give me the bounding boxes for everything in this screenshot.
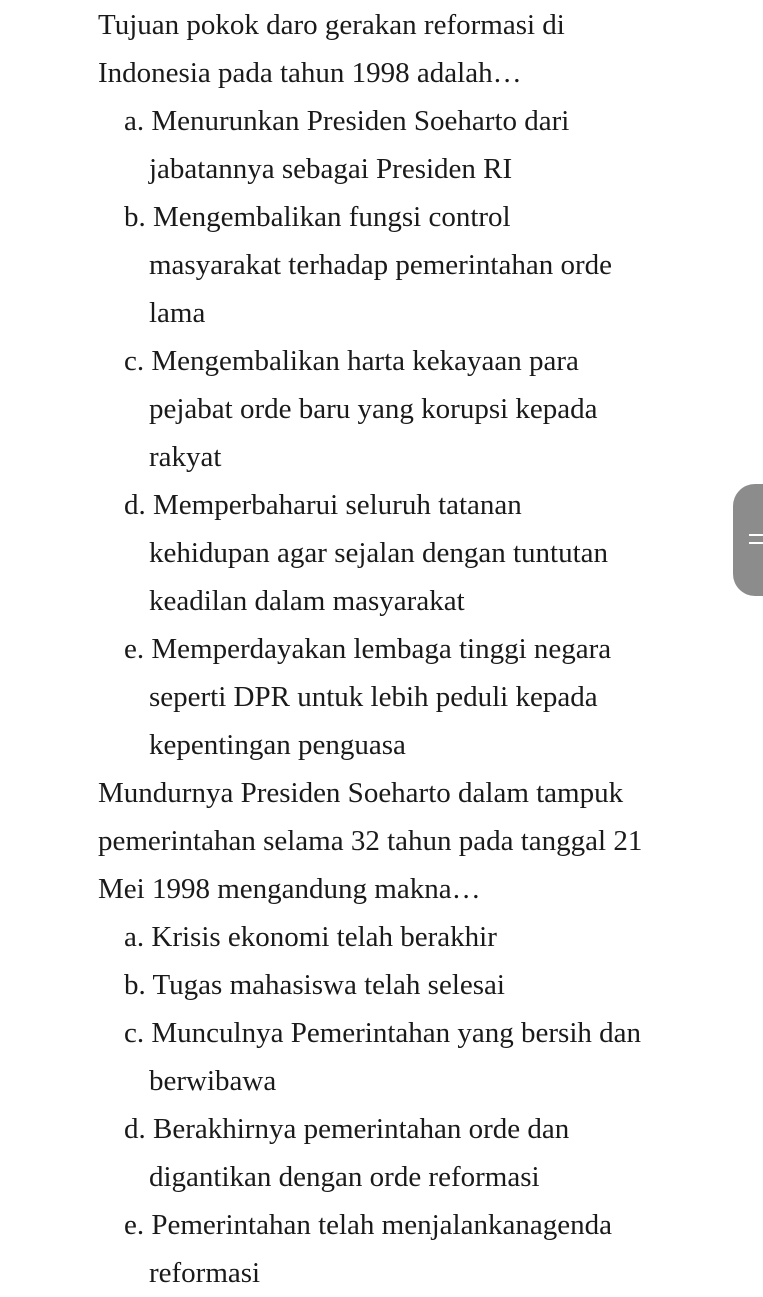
question-2-option-e	[98, 1201, 738, 1297]
question-1-option-e	[98, 625, 738, 769]
option-line: lama	[149, 297, 206, 329]
option-line: seperti DPR untuk lebih peduli kepada	[149, 681, 598, 713]
question-2-stem-line: Mundurnya Presiden Soeharto dalam tampuk	[98, 777, 624, 809]
option-line: jabatannya sebagai Presiden RI	[149, 153, 513, 185]
option-line: keadilan dalam masyarakat	[149, 585, 465, 617]
option-line: reformasi	[149, 1257, 261, 1289]
question-2-option-a	[98, 913, 738, 961]
option-line: a. Krisis ekonomi telah berakhir	[124, 921, 497, 953]
option-line: b. Mengembalikan fungsi control	[124, 201, 511, 233]
question-1-option-d	[98, 481, 738, 625]
document-body	[98, 1, 738, 1297]
question-2-option-c	[98, 1009, 738, 1105]
question-2-stem-line: Mei 1998 mengandung makna…	[98, 873, 481, 905]
option-line: a. Menurunkan Presiden Soeharto dari	[124, 105, 570, 137]
option-line: d. Berakhirnya pemerintahan orde dan	[124, 1113, 570, 1145]
option-line: d. Memperbaharui seluruh tatanan	[124, 489, 522, 521]
question-1-option-b	[98, 193, 738, 337]
option-line: pejabat orde baru yang korupsi kepada	[149, 393, 598, 425]
grip-line-icon	[749, 542, 763, 544]
question-1-option-c	[98, 337, 738, 481]
option-line: kehidupan agar sejalan dengan tuntutan	[149, 537, 609, 569]
scroll-handle[interactable]	[733, 484, 763, 596]
option-line: kepentingan penguasa	[149, 729, 406, 761]
option-line: c. Munculnya Pemerintahan yang bersih dan	[124, 1017, 642, 1049]
option-line: c. Mengembalikan harta kekayaan para	[124, 345, 579, 377]
question-2	[98, 769, 738, 1297]
question-1	[98, 1, 738, 769]
question-1-stem-line: Tujuan pokok daro gerakan reformasi di	[98, 9, 565, 41]
grip-line-icon	[749, 534, 763, 536]
option-line: rakyat	[149, 441, 222, 473]
question-2-stem-line: pemerintahan selama 32 tahun pada tanggal 21	[98, 825, 643, 857]
option-line: b. Tugas mahasiswa telah selesai	[124, 969, 505, 1001]
option-line: masyarakat terhadap pemerintahan orde	[149, 249, 612, 281]
option-line: e. Pemerintahan telah menjalankanagenda	[124, 1209, 612, 1241]
option-line: e. Memperdayakan lembaga tinggi negara	[124, 633, 612, 665]
question-2-option-d	[98, 1105, 738, 1201]
question-2-option-b	[98, 961, 738, 1009]
option-line: berwibawa	[149, 1065, 277, 1097]
option-line: digantikan dengan orde reformasi	[149, 1161, 540, 1193]
question-1-option-a	[98, 97, 738, 193]
question-1-stem-line: Indonesia pada tahun 1998 adalah…	[98, 57, 522, 89]
